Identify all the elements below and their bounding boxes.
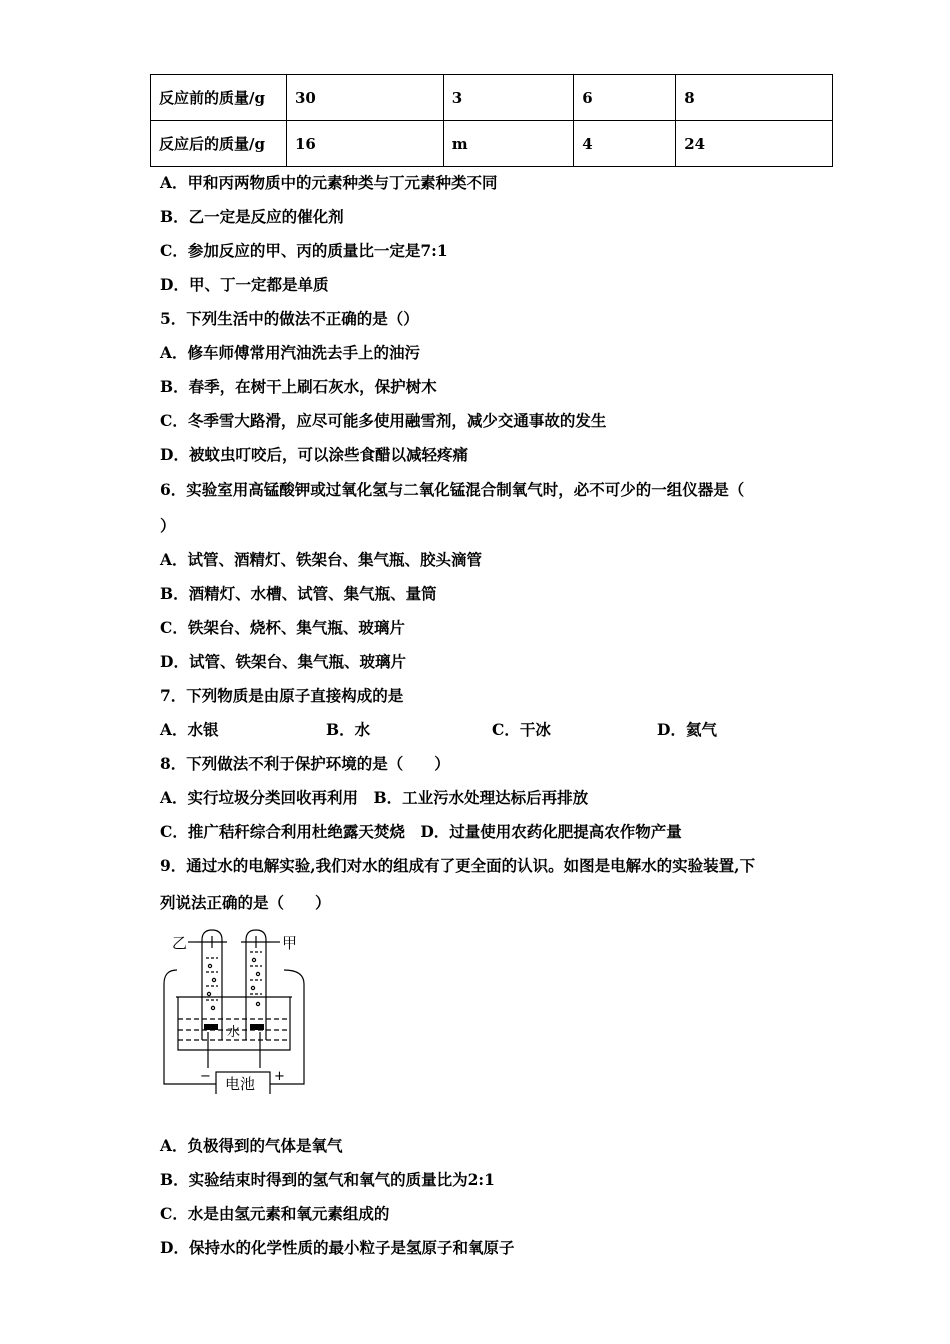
q5-stem: 5．下列生活中的做法不正确的是（） bbox=[160, 309, 419, 328]
table-cell: 30 bbox=[287, 75, 444, 121]
table-cell: 3 bbox=[443, 75, 574, 121]
q5-option-a: A．修车师傅常用汽油洗去手上的油污 bbox=[160, 343, 421, 362]
label-battery: 电池 bbox=[225, 1075, 256, 1093]
table-row bbox=[151, 75, 833, 121]
q5-option-b: B．春季，在树干上刷石灰水，保护树木 bbox=[160, 377, 437, 396]
table-cell: 16 bbox=[287, 121, 444, 167]
q4-option-d: D．甲、丁一定都是单质 bbox=[160, 275, 329, 294]
q6-stem-cont: ） bbox=[160, 516, 176, 535]
q4-option-c: C．参加反应的甲、丙的质量比一定是7:1 bbox=[160, 241, 448, 260]
q8-options-line1: A．实行垃圾分类回收再利用 B．工业污水处理达标后再排放 bbox=[160, 788, 589, 807]
table-cell: 4 bbox=[574, 121, 676, 167]
label-right: 甲 bbox=[282, 934, 298, 952]
q9-stem-cont: 列说法正确的是（ ） bbox=[160, 893, 331, 912]
q8-options-line2: C．推广秸秆综合利用杜绝露天焚烧 D．过量使用农药化肥提高农作物产量 bbox=[160, 822, 682, 841]
table-cell: m bbox=[443, 121, 574, 167]
q8-stem: 8．下列做法不利于保护环境的是（ ） bbox=[160, 754, 450, 773]
q7-option-a: A．水银 bbox=[160, 720, 219, 739]
label-water: 水 bbox=[227, 1025, 241, 1040]
q6-option-d: D．试管、铁架台、集气瓶、玻璃片 bbox=[160, 652, 406, 671]
q7-option-d: D．氦气 bbox=[657, 720, 717, 739]
q7-option-b: B．水 bbox=[326, 720, 371, 739]
table-cell: 8 bbox=[676, 75, 833, 121]
q9-option-d: D．保持水的化学性质的最小粒子是氢原子和氧原子 bbox=[160, 1238, 515, 1257]
q9-stem: 9．通过水的电解实验,我们对水的组成有了更全面的认识。如图是电解水的实验装置,下 bbox=[160, 856, 756, 875]
label-minus: − bbox=[200, 1069, 211, 1084]
q9-option-a: A．负极得到的气体是氧气 bbox=[160, 1136, 343, 1155]
q9-option-c: C．水是由氢元素和氧元素组成的 bbox=[160, 1204, 390, 1223]
table-row-label: 反应后的质量/g bbox=[151, 121, 287, 167]
q9-option-b: B．实验结束时得到的氢气和氧气的质量比为2:1 bbox=[160, 1170, 495, 1189]
table-row bbox=[151, 121, 833, 167]
label-plus: + bbox=[274, 1069, 285, 1084]
q6-option-c: C．铁架台、烧杯、集气瓶、玻璃片 bbox=[160, 618, 405, 637]
q7-stem: 7．下列物质是由原子直接构成的是 bbox=[160, 686, 404, 705]
q6-option-b: B．酒精灯、水槽、试管、集气瓶、量筒 bbox=[160, 584, 437, 603]
table-cell: 24 bbox=[676, 121, 833, 167]
table-row-label: 反应前的质量/g bbox=[151, 75, 287, 121]
label-left: 乙 bbox=[172, 934, 188, 952]
electrode-right bbox=[250, 1024, 264, 1030]
table-cell: 6 bbox=[574, 75, 676, 121]
mass-table bbox=[150, 74, 833, 167]
electrolysis-apparatus-figure bbox=[150, 922, 310, 1094]
q5-option-d: D．被蚊虫叮咬后，可以涂些食醋以减轻疼痛 bbox=[160, 445, 468, 464]
q4-option-a: A．甲和丙两物质中的元素种类与丁元素种类不同 bbox=[160, 173, 498, 192]
electrode-left bbox=[204, 1024, 218, 1030]
q6-stem: 6．实验室用高锰酸钾或过氧化氢与二氧化锰混合制氧气时，必不可少的一组仪器是（ bbox=[160, 480, 745, 499]
q7-option-c: C．干冰 bbox=[492, 720, 551, 739]
q6-option-a: A．试管、酒精灯、铁架台、集气瓶、胶头滴管 bbox=[160, 550, 483, 569]
q7-options bbox=[160, 720, 860, 740]
q5-option-c: C．冬季雪大路滑，应尽可能多使用融雪剂，减少交通事故的发生 bbox=[160, 411, 607, 430]
q4-option-b: B．乙一定是反应的催化剂 bbox=[160, 207, 344, 226]
